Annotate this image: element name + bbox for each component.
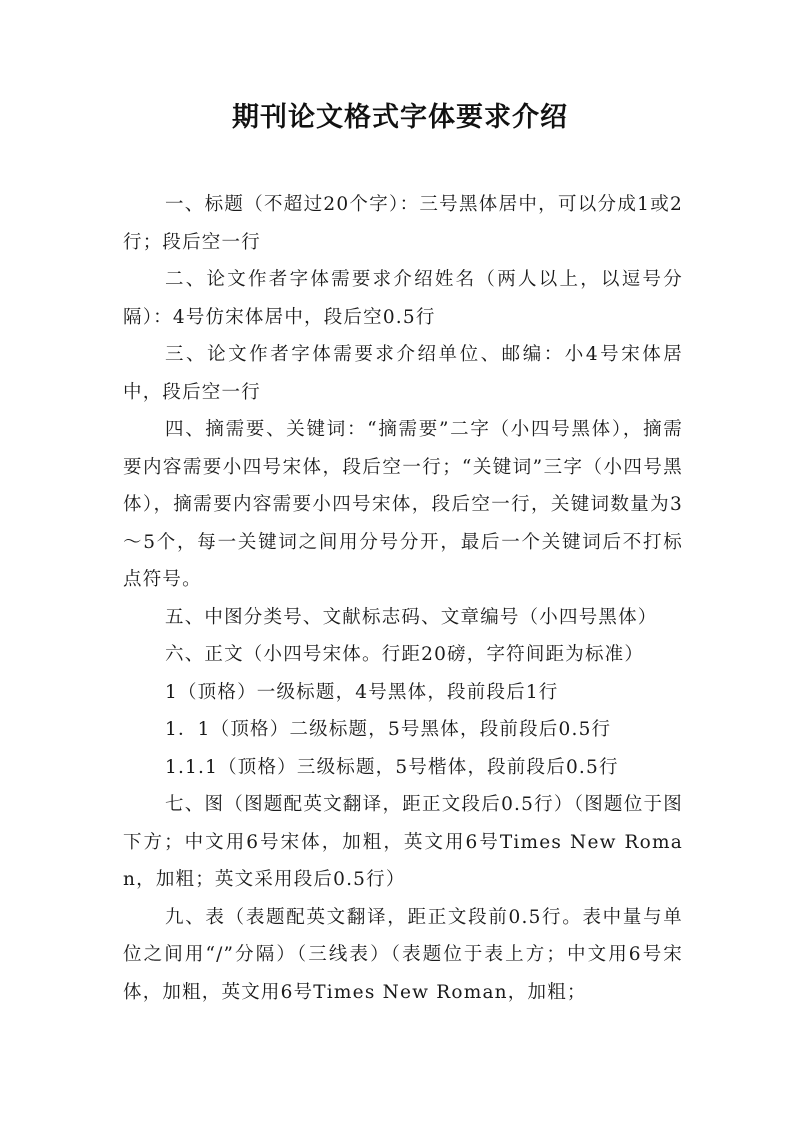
paragraph-level2-heading-rule: 1．1（顶格）二级标题，5号黑体，段前段后0.5行 [165,719,612,740]
document-title: 期刊论文格式字体要求介绍 [232,102,568,133]
paragraph-author-unit-rule: 三、论文作者字体需要求介绍单位、邮编：小4号宋体居中，段后空一行 [123,344,683,403]
paragraph-level3-heading-rule: 1.1.1（顶格）三级标题，5号楷体，段前段后0.5行 [165,756,619,778]
paragraph-table-rule: 九、表（表题配英文翻译，距正文段前0.5行。表中量与单位之间用“/”分隔）（三线表）（表题位于表上方；中文用6号宋体，加粗，英文用6号Times New Roman，加粗； [123,906,683,1003]
paragraph-body-text-rule: 六、正文（小四号宋体。行距20磅，字符间距为标准） [165,644,645,665]
paragraph-figure-rule: 七、图（图题配英文翻译，距正文段后0.5行）（图题位于图下方；中文用6号宋体，加粗，英文用6号Times New Roman，加粗；英文采用段后0.5行） [123,794,683,890]
paragraph-author-name-rule: 二、论文作者字体需要求介绍姓名（两人以上，以逗号分隔）：4号仿宋体居中，段后空0.5行 [123,269,683,328]
paragraph-level1-heading-rule: 1（顶格）一级标题，4号黑体，段前段后1行 [165,681,559,703]
document-body [123,186,683,1011]
paragraph-title-rule: 一、标题（不超过20个字）：三号黑体居中，可以分成1或2行；段后空一行 [123,194,683,253]
paragraph-classification-rule: 五、中图分类号、文献标志码、文章编号（小四号黑体） [165,606,658,628]
paragraph-abstract-keywords-rule: 四、摘需要、关键词：“摘需要”二字（小四号黑体），摘需要内容需要小四号宋体，段后空一行；“关键词”三字（小四号黑体），摘需要内容需要小四号宋体，段后空一行，关键词数量为3～5个，每一关键词之间用分号分开，最后一个关键词后不打标点符号。 [123,419,683,590]
